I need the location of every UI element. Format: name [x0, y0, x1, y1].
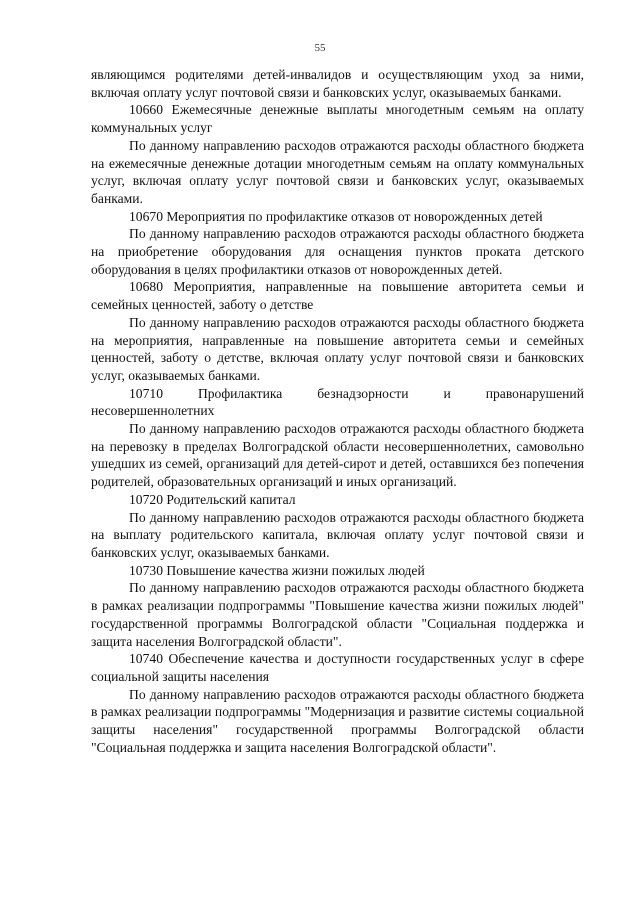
code-heading-10740: 10740 Обеспечение качества и доступности государственных услуг в сфере социальной защиты населения [91, 651, 584, 684]
paragraph: По данному направлению расходов отражаются расходы областного бюджета на перевозку в пределах Волгоградской области несовершеннолетних, самовольно ушедших из семей, организаций для детей-сирот и детей, оставшихся без попечения родителей, образовательных организаций и иных организаций. [91, 421, 584, 490]
paragraph: По данному направлению расходов отражаются расходы областного бюджета на ежемесячные денежные дотации многодетным семьям на оплату коммунальных услуг, включая оплату услуг почтовой связи и банковских услуг, оказываемых банками. [91, 137, 584, 206]
code-heading-10730: 10730 Повышение качества жизни пожилых людей [129, 562, 425, 578]
paragraph: являющимся родителями детей-инвалидов и осуществляющим уход за ними, включая оплату услуг почтовой связи и банковских услуг, оказываемых банками. [91, 67, 584, 100]
code-heading-10660: 10660 Ежемесячные денежные выплаты многодетным семьям на оплату коммунальных услуг [91, 102, 584, 136]
paragraph: По данному направлению расходов отражаются расходы областного бюджета в рамках реализации подпрограммы "Повышение качества жизни пожилых людей" государственной программы Волгоградской области "Социальная поддержка и защита населения Волгоградской области". [91, 580, 584, 649]
paragraph: По данному направлению расходов отражаются расходы областного бюджета на приобретение оборудования для оснащения пунктов проката детского оборудования в целях профилактики отказов от новорожденных детей. [91, 226, 584, 277]
document-body [91, 66, 584, 756]
code-heading-10680: 10680 Мероприятия, направленные на повышение авторитета семьи и семейных ценностей, заботу о детстве [91, 279, 584, 313]
code-heading-10720: 10720 Родительский капитал [129, 491, 296, 507]
page-number: 55 [314, 42, 326, 54]
paragraph: По данному направлению расходов отражаются расходы областного бюджета на мероприятия, направленные на повышение авторитета семьи и семейных ценностей, заботу о детстве, включая оплату услуг почтовой связи и банковских услуг, оказываемых банками. [91, 314, 584, 383]
code-heading-10710: 10710 Профилактика безнадзорности и правонарушений несовершеннолетних [91, 385, 584, 419]
paragraph: По данному направлению расходов отражаются расходы областного бюджета в рамках реализации подпрограммы "Модернизация и развитие системы социальной защиты населения" государственной программы Волгоградской области "Социальная поддержка и защита населения Волгоградской области". [91, 686, 584, 755]
paragraph: По данному направлению расходов отражаются расходы областного бюджета на выплату родительского капитала, включая оплату услуг почтовой связи и банковских услуг, оказываемых банками. [91, 509, 584, 560]
code-heading-10670: 10670 Мероприятия по профилактике отказов от новорожденных детей [129, 208, 543, 224]
